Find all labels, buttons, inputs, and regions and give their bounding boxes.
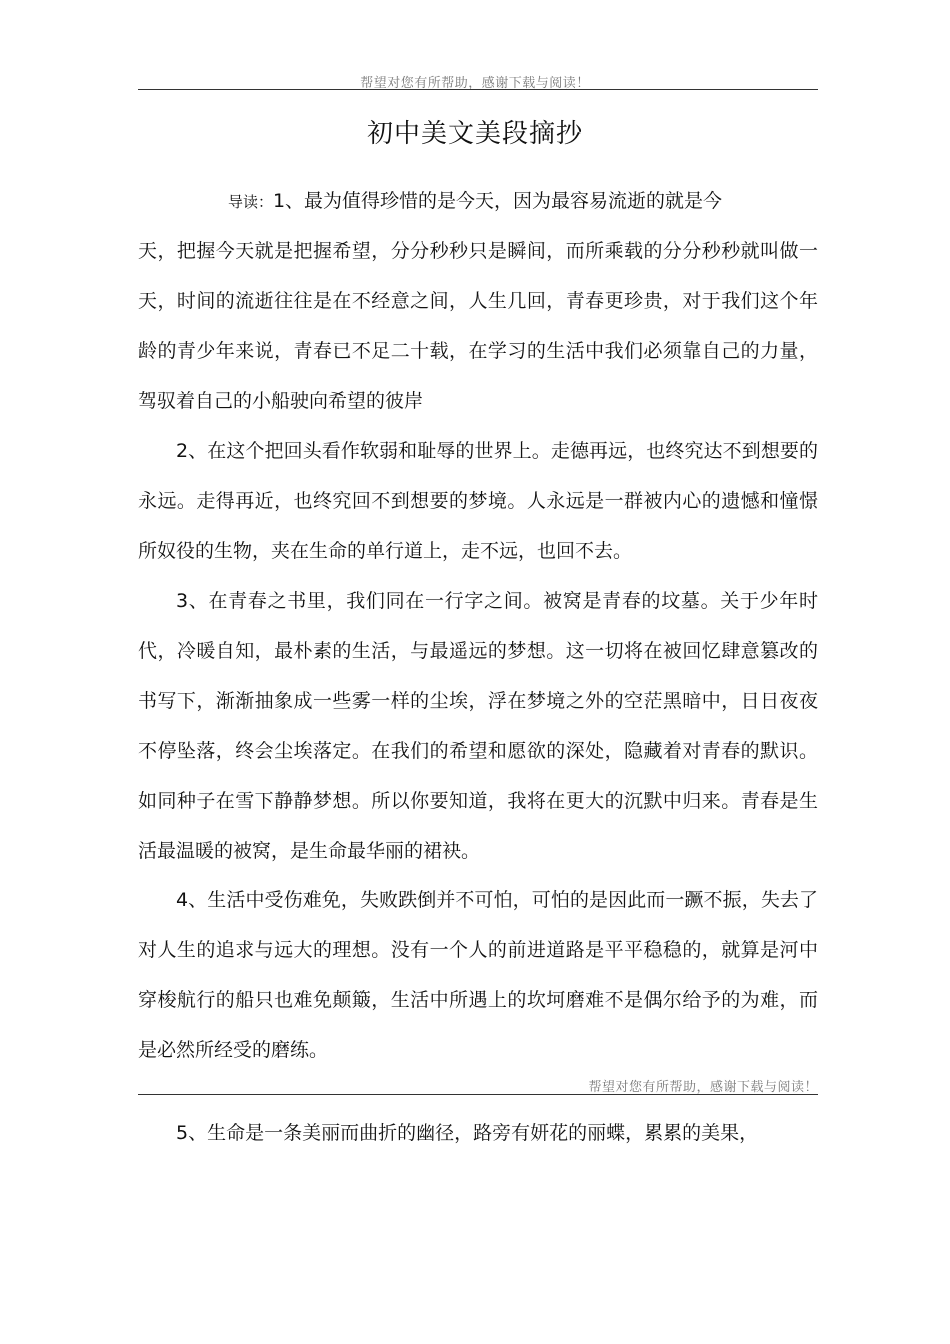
header-rule <box>138 89 818 90</box>
paragraph-3 <box>138 576 818 876</box>
lead-first-line <box>0 176 950 227</box>
paragraph-2-text: 2、在这个把回头看作软弱和耻辱的世界上。走德再远，也终究达不到想要的永远。走得再近，也终究回不到想要的梦境。人永远是一群被内心的遗憾和憧憬所奴役的生物，夹在生命的单行道上，走不远，也回不去。 <box>138 440 818 562</box>
paragraph-2 <box>138 426 818 576</box>
paragraph-5 <box>138 1108 818 1158</box>
lead-paragraph: 天，把握今天就是把握希望，分分秒秒只是瞬间，而所乘载的分分秒秒就叫做一天，时间的流逝往往是在不经意之间，人生几回，青春更珍贵，对于我们这个年龄的青少年来说，青春已不足二十载，在学习的生活中我们必须靠自己的力量，驾驭着自己的小船驶向希望的彼岸 <box>138 240 818 412</box>
header-watermark: 帮望对您有所帮助，感谢下载与阅读！ <box>360 76 590 91</box>
paragraph-4-text: 4、生活中受伤难免，失败跌倒并不可怕，可怕的是因此而一蹶不振，失去了对人生的追求与远大的理想。没有一个人的前进道路是平平稳稳的，就算是河中穿梭航行的船只也难免颠簸，生活中所遇上的坎坷磨难不是偶尔给予的为难，而是必然所经受的磨练。 <box>138 889 818 1061</box>
paragraph-3-text: 3、在青春之书里，我们同在一行字之间。被窝是青春的坟墓。关于少年时代，冷暖自知，最朴素的生活，与最遥远的梦想。这一切将在被回忆肆意篡改的书写下，渐渐抽象成一些雾一样的尘埃，浮在梦境之外的空茫黑暗中，日日夜夜不停坠落，终会尘埃落定。在我们的希望和愿欲的深处，隐藏着对青春的默识。如同种子在雪下静静梦想。所以你要知道，我将在更大的沉默中归来。青春是生活最温暖的被窝，是生命最华丽的裙袂。 <box>138 590 818 862</box>
paragraph-4 <box>138 875 818 1075</box>
lead-first-text: 1、最为值得珍惜的是今天，因为最容易流逝的就是今 <box>272 190 723 212</box>
paragraph-5-text: 5、生命是一条美丽而曲折的幽径，路旁有妍花的丽蝶，累累的美果， <box>176 1122 759 1144</box>
lead-label: 导读： <box>227 193 273 211</box>
footer-rule <box>138 1094 818 1095</box>
page-title: 初中美文美段摘抄 <box>366 119 583 149</box>
footer-watermark: 帮望对您有所帮助，感谢下载与阅读！ <box>588 1080 818 1095</box>
